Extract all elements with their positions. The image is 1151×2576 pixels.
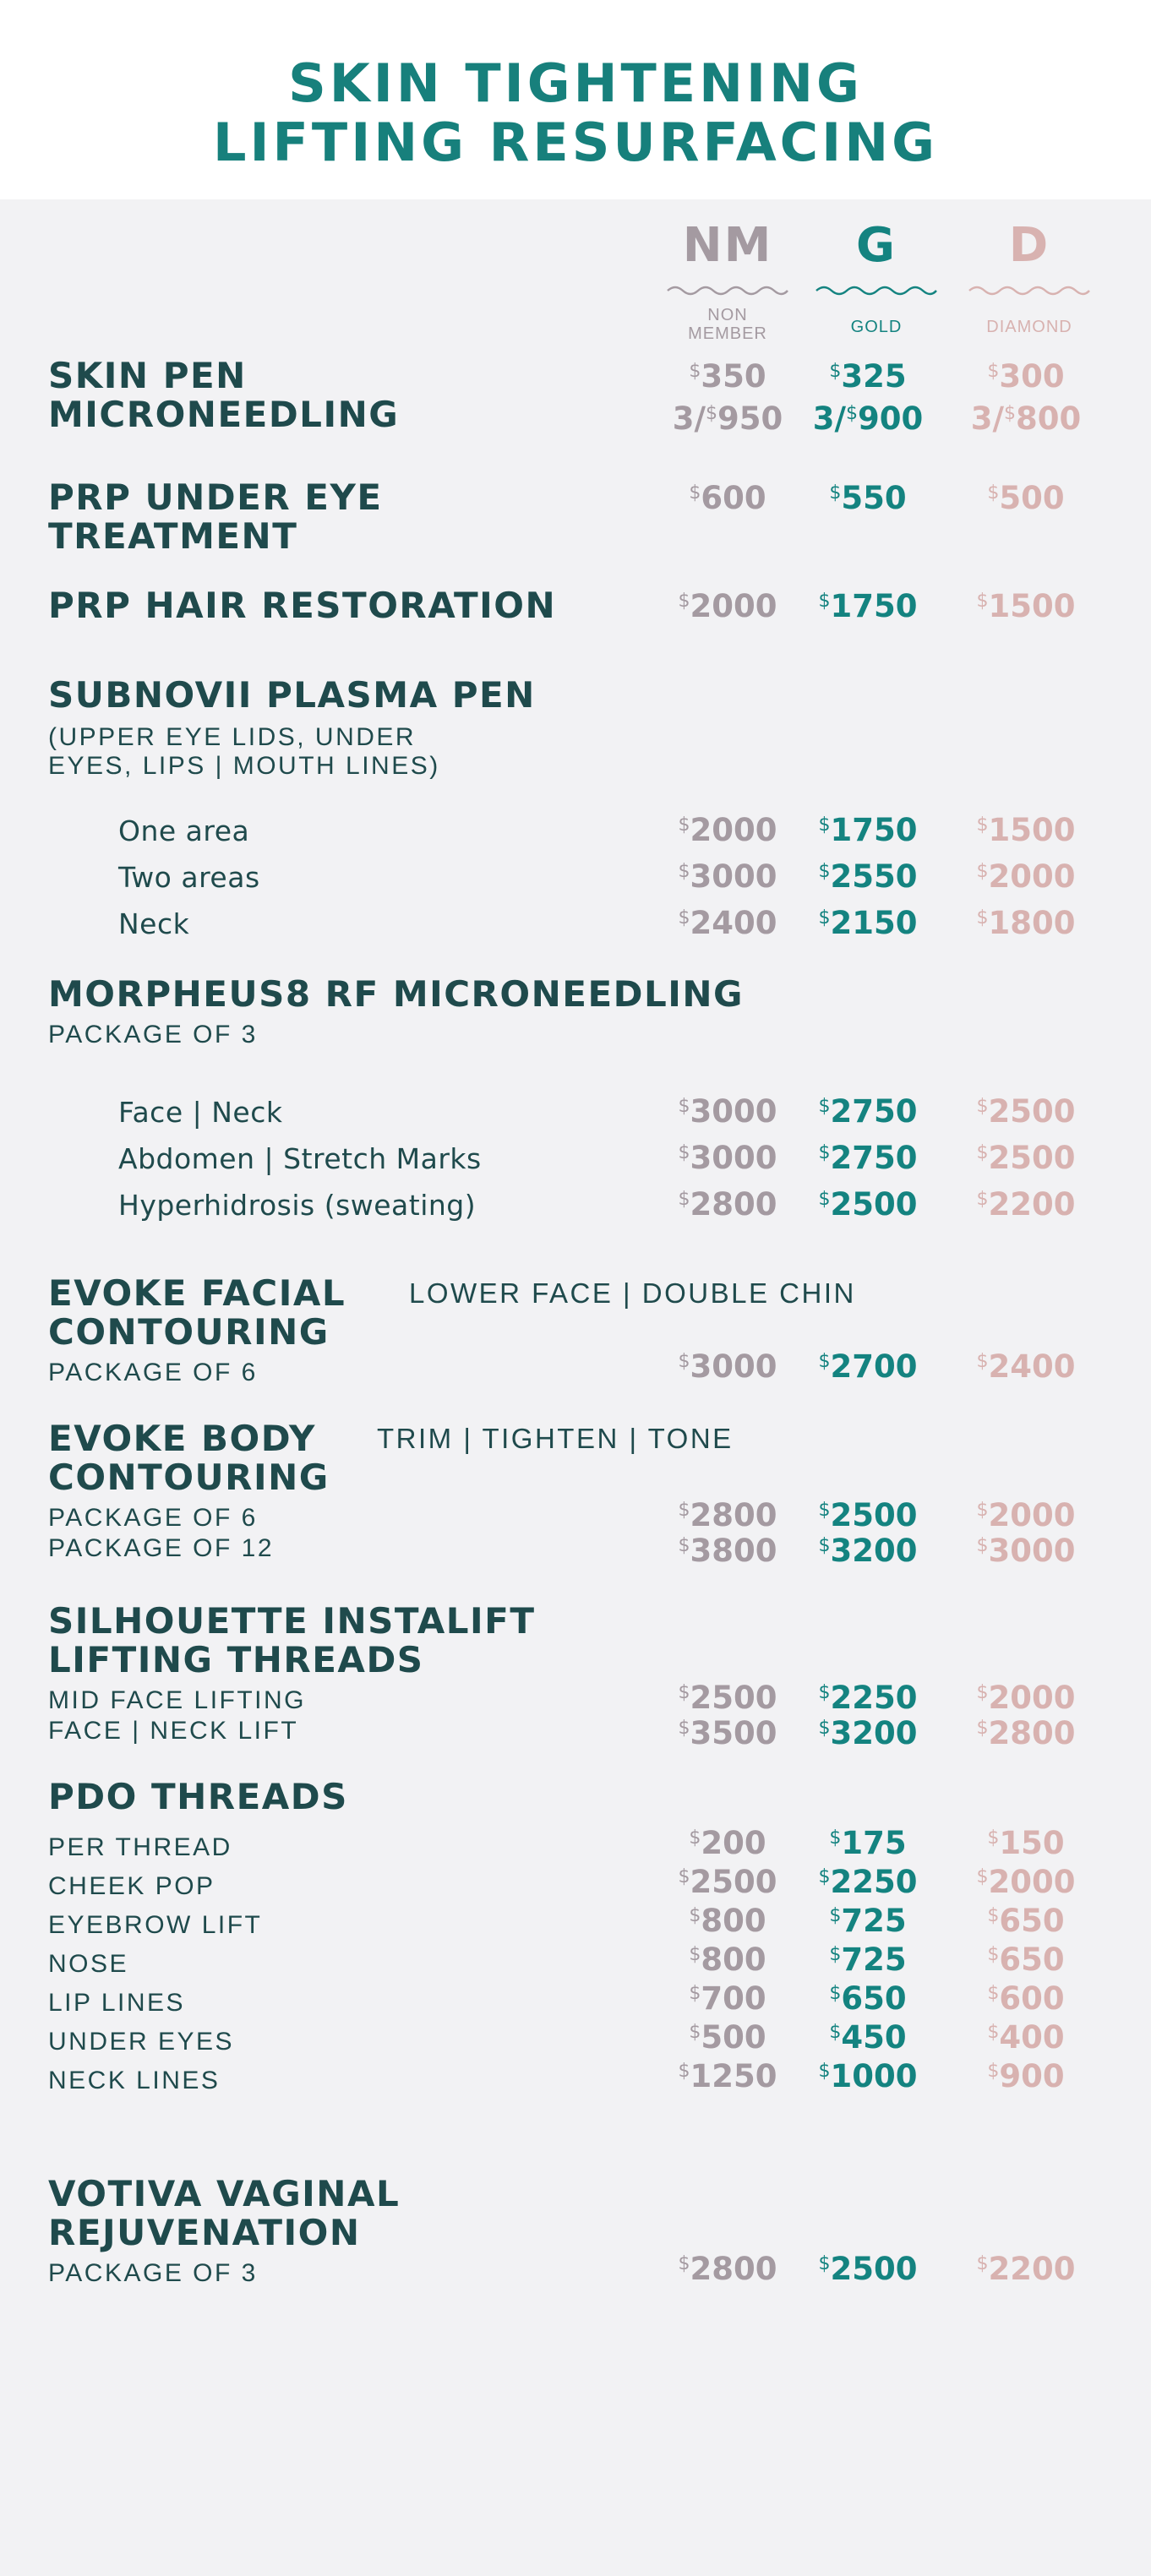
item-label: MID FACE LIFTING [48,1686,307,1714]
column-label-d: DIAMOND [986,318,1072,336]
item-label: UNDER EYES [48,2028,235,2056]
price-nm: $350 [689,358,766,395]
item-label: EYEBROW LIFT [48,1911,263,1939]
price-g: $2500 [818,1497,918,1533]
price-nm: $2000 [678,588,777,624]
price-nm: $3800 [678,1533,777,1569]
section-title-votiva: VOTIVA VAGINAL REJUVENATION [48,2173,401,2253]
item-label: LIP LINES [48,1989,186,2017]
section-title-evoke-facial: EVOKE FACIAL CONTOURING [48,1272,346,1353]
price-d: $2400 [976,1348,1076,1385]
wave-divider-nm [666,283,789,298]
section-title-morpheus: MORPHEUS8 RF MICRONEEDLING [48,973,745,1015]
price-g: $2500 [818,2251,918,2287]
price-d: $3000 [976,1533,1076,1569]
header-banner [0,0,1151,199]
section-inline-note-evoke-body: TRIM | TIGHTEN | TONE [377,1423,734,1454]
price-d: $650 [987,1942,1065,1978]
section-title-pdo: PDO THREADS [48,1776,348,1817]
price-g: $325 [829,358,907,395]
price-d: $2000 [976,858,1076,895]
price-g: $1000 [818,2058,918,2094]
section-note-votiva: PACKAGE OF 3 [48,2259,258,2287]
section-title-prp-hair: PRP HAIR RESTORATION [48,585,557,626]
column-label-g: GOLD [850,318,903,336]
price-nm: $700 [689,1980,766,2017]
price-nm: $500 [689,2019,766,2056]
price-d: $2200 [976,1186,1076,1223]
price-nm: 3/$950 [672,400,783,437]
column-header-g: G [856,218,897,273]
section-note-subnovii-2: EYES, LIPS | MOUTH LINES) [48,752,440,780]
item-label: CHEEK POP [48,1872,215,1900]
item-label: NECK LINES [48,2067,221,2094]
price-nm: $2500 [678,1864,777,1900]
item-label: FACE | NECK LIFT [48,1717,299,1745]
section-title-silhouette: SILHOUETTE INSTALIFT LIFTING THREADS [48,1600,536,1680]
price-g: $2750 [818,1140,918,1176]
section-title-evoke-body: EVOKE BODY CONTOURING [48,1418,330,1498]
price-g: $2250 [818,1864,918,1900]
price-g: $3200 [818,1533,918,1569]
price-g: $2550 [818,858,918,895]
price-g: $550 [829,480,907,516]
price-d: $650 [987,1903,1065,1939]
item-label: PER THREAD [48,1833,232,1861]
section-title-prp-eye: PRP UNDER EYE TREATMENT [48,477,383,557]
price-g: $650 [829,1980,907,2017]
price-g: $725 [829,1903,907,1939]
item-label: One area [118,814,250,847]
price-g: $2750 [818,1093,918,1130]
item-label: Neck [118,907,190,940]
price-g: $175 [829,1825,907,1861]
price-d: $2200 [976,2251,1076,2287]
price-d: $500 [987,480,1065,516]
item-label: Abdomen | Stretch Marks [118,1142,482,1175]
price-nm: $2800 [678,2251,777,2287]
price-g: $450 [829,2019,907,2056]
column-header-nm: NM [682,218,773,273]
price-d: $2000 [976,1680,1076,1716]
price-nm: $600 [689,480,766,516]
price-nm: $3500 [678,1715,777,1751]
item-label: PACKAGE OF 6 [48,1504,258,1532]
price-d: $2500 [976,1140,1076,1176]
price-nm: $1250 [678,2058,777,2094]
price-nm: $2000 [678,812,777,848]
price-g: $1750 [818,812,918,848]
section-note-morpheus: PACKAGE OF 3 [48,1021,258,1048]
price-d: $2000 [976,1497,1076,1533]
price-nm: $3000 [678,1348,777,1385]
wave-divider-g [815,283,938,298]
section-title-skinpen: SKIN PEN MICRONEEDLING [48,355,400,435]
price-g: $2500 [818,1186,918,1223]
price-g: $725 [829,1942,907,1978]
price-d: $2500 [976,1093,1076,1130]
page-title-line-1: SKIN TIGHTENING [288,52,863,114]
price-d: $1500 [976,812,1076,848]
wave-divider-d [968,283,1091,298]
item-label: Face | Neck [118,1096,283,1129]
price-d: $1500 [976,588,1076,624]
item-label: PACKAGE OF 12 [48,1534,275,1562]
price-d: $400 [987,2019,1065,2056]
item-label: NOSE [48,1950,129,1978]
price-nm: $200 [689,1825,766,1861]
price-nm: $3000 [678,858,777,895]
price-d: $150 [987,1825,1065,1861]
price-d: 3/$800 [970,400,1082,437]
price-g: $2150 [818,905,918,941]
price-nm: $800 [689,1903,766,1939]
page-title-line-2: LIFTING RESURFACING [212,112,939,173]
price-nm: $2500 [678,1680,777,1716]
price-d: $2000 [976,1864,1076,1900]
section-inline-note-evoke-facial: LOWER FACE | DOUBLE CHIN [409,1277,856,1309]
price-d: $2800 [976,1715,1076,1751]
price-g: $2700 [818,1348,918,1385]
section-note-evoke-facial: PACKAGE OF 6 [48,1359,258,1386]
price-d: $900 [987,2058,1065,2094]
price-d: $600 [987,1980,1065,2017]
price-nm: $2800 [678,1186,777,1223]
column-header-d: D [1008,218,1050,273]
price-g: $3200 [818,1715,918,1751]
column-label-nm: NON MEMBER [688,306,767,343]
price-nm: $2400 [678,905,777,941]
price-g: $2250 [818,1680,918,1716]
price-g: 3/$900 [812,400,924,437]
price-d: $1800 [976,905,1076,941]
section-note-subnovii-1: (UPPER EYE LIDS, UNDER [48,723,417,751]
price-nm: $2800 [678,1497,777,1533]
price-d: $300 [987,358,1065,395]
price-g: $1750 [818,588,918,624]
price-nm: $3000 [678,1140,777,1176]
price-nm: $3000 [678,1093,777,1130]
item-label: Hyperhidrosis (sweating) [118,1189,477,1222]
section-title-subnovii: SUBNOVII PLASMA PEN [48,674,536,716]
item-label: Two areas [118,861,260,894]
price-nm: $800 [689,1942,766,1978]
